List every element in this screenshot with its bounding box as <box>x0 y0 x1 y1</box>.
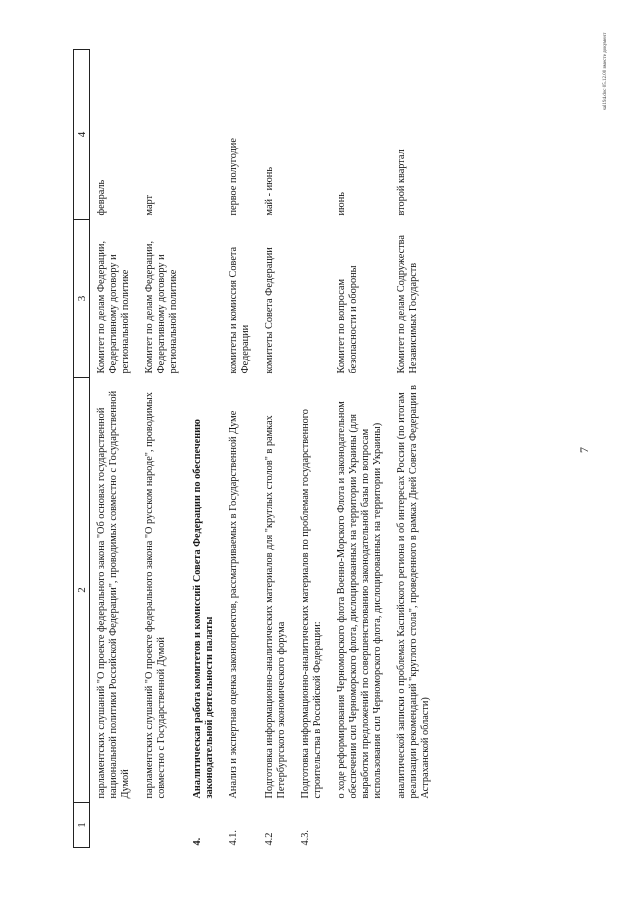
responsible <box>186 220 222 378</box>
responsible: комитеты Совета Федерации <box>264 247 275 374</box>
header-cell-4: 4 <box>74 50 90 220</box>
term: март <box>144 194 155 216</box>
header-row <box>74 50 90 848</box>
table-row <box>390 50 438 848</box>
table-row <box>330 50 390 848</box>
table-row <box>294 50 330 848</box>
item-number: 4.3. <box>300 830 311 846</box>
item-number <box>90 803 139 848</box>
event-description: Анализ и экспертная оценка законопроектов, рассматриваемых в Государственной Думе <box>228 410 239 799</box>
item-number <box>330 803 390 848</box>
event-description: аналитической записки о проблемах Каспийского региона и об интересах России (по итогам реализации рекомендаций "круглого стола", проведенного в рамках Дней Совета Федерации в Астраханской области) <box>396 384 431 799</box>
item-number <box>390 803 438 848</box>
responsible: Комитет по делам Содружества Независимых Государств <box>396 235 419 374</box>
table-row <box>186 50 222 848</box>
event-description: Подготовка информационно-аналитических материалов по проблемам государственного строительства в Российской Федерации: <box>300 409 323 799</box>
responsible: Комитет по делам Федерации, Федеративному договору и региональной политике <box>144 240 179 374</box>
responsible: комитеты и комиссия Совета Федерации <box>228 246 251 374</box>
responsible: Комитет по делам Федерации, Федеративному договору и региональной политике <box>96 240 131 374</box>
section-heading: Аналитическая работа комитетов и комиссий Совета Федерации по обеспечению законодательной деятельности палаты <box>192 419 215 799</box>
header-cell-2: 2 <box>74 378 90 803</box>
term: второй квартал <box>396 149 407 216</box>
table-row <box>258 50 294 848</box>
plan-table <box>73 49 438 848</box>
item-number: 4.1. <box>228 830 239 846</box>
term <box>294 50 330 220</box>
item-number: 4.2 <box>264 832 275 846</box>
event-description: о ходе реформирования Черноморского флота Военно-Морского Флота и законодательном обеспечении сил Черноморского флота, дислоцированных на территории Украины (для выработки предложений по совершенствованию законодательной базы по вопросам использования сил Черноморского флота, дислоцированных на территории Украины) <box>336 401 383 799</box>
table-row <box>222 50 258 848</box>
item-number: 4. <box>192 837 203 846</box>
term <box>186 50 222 220</box>
event-description: Подготовка информационно-аналитических материалов для "круглых столов" в рамках Петербургского экономического форума <box>264 415 287 799</box>
table-row <box>90 50 139 848</box>
header-cell-3: 3 <box>74 220 90 378</box>
term: февраль <box>96 179 107 216</box>
responsible <box>294 220 330 378</box>
page-number: 7 <box>577 447 591 453</box>
item-number <box>138 803 186 848</box>
footer-text: sal194.doc 05.12.00 вместе документ <box>603 32 608 110</box>
term: первое полугодие <box>228 138 239 216</box>
header-cell-1: 1 <box>74 803 90 848</box>
term: май - июнь <box>264 166 275 216</box>
event-description: парламентских слушаний "О проекте федерального закона "О русском народе", проводимых совместно с Государственной Думой <box>144 392 167 799</box>
term: июнь <box>336 192 347 216</box>
event-description: парламентских слушаний "О проекте федерального закона "Об основах государственной национальной политики Российской Федерации", проводимых совместно с Государственной Думой <box>96 390 131 799</box>
responsible: Комитет по вопросам безопасности и обороны <box>336 265 359 374</box>
table-row <box>138 50 186 848</box>
